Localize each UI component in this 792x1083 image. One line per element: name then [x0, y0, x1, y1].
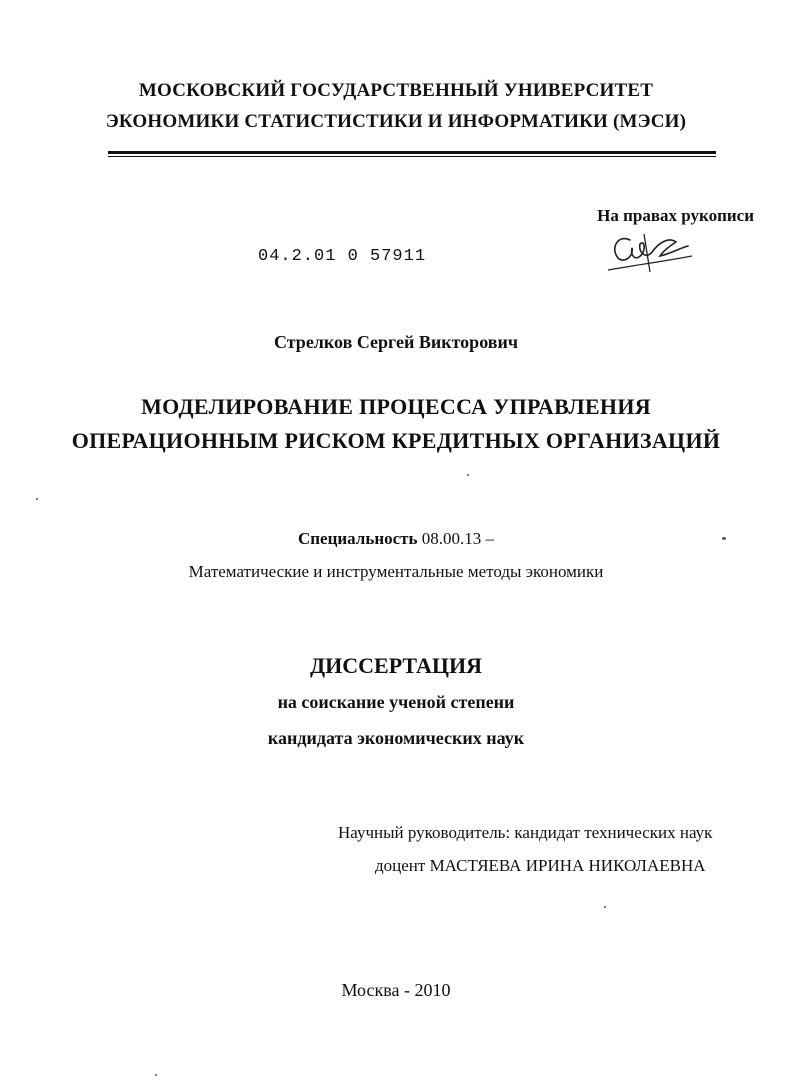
supervisor-line-1: Научный руководитель: кандидат технических наук — [338, 823, 713, 842]
thesis-title-line-2: ОПЕРАЦИОННЫМ РИСКОМ КРЕДИТНЫХ ОРГАНИЗАЦИЙ — [71, 428, 721, 453]
archive-code: 04.2.01 0 57911 — [258, 247, 427, 266]
thesis-title-line-1: МОДЕЛИРОВАНИЕ ПРОЦЕССА УПРАВЛЕНИЯ — [141, 394, 651, 419]
degree-line-1: на соискание ученой степени — [277, 692, 515, 712]
scan-speck — [155, 1074, 157, 1076]
header-rule-thick — [108, 151, 716, 154]
rights-note: На правах рукописи — [597, 206, 754, 225]
university-name-line-1: МОСКОВСКИЙ ГОСУДАРСТВЕННЫЙ УНИВЕРСИТЕТ — [138, 80, 654, 101]
university-name-line-2: ЭКОНОМИКИ СТАТИСТИСТИКИ И ИНФОРМАТИКИ (МЭСИ) — [105, 111, 687, 132]
city-year: Москва - 2010 — [341, 980, 451, 1000]
signature-mark — [600, 226, 700, 278]
supervisor-line-2: доцент МАСТЯЕВА ИРИНА НИКОЛАЕВНА — [375, 856, 706, 875]
scan-speck — [467, 474, 469, 476]
author-name: Стрелков Сергей Викторович — [273, 332, 518, 352]
specialty-label: Специальность — [297, 529, 418, 548]
specialty-name: Математические и инструментальные методы экономики — [188, 562, 604, 581]
scan-speck — [604, 906, 606, 908]
specialty-line — [0, 529, 792, 549]
scan-speck — [722, 537, 726, 540]
header-rule-thin — [108, 156, 716, 157]
degree-line-2: кандидата экономических наук — [267, 728, 525, 748]
scan-speck — [36, 498, 38, 500]
specialty-code: 08.00.13 – — [417, 529, 495, 548]
dissertation-heading: ДИССЕРТАЦИЯ — [310, 653, 482, 678]
